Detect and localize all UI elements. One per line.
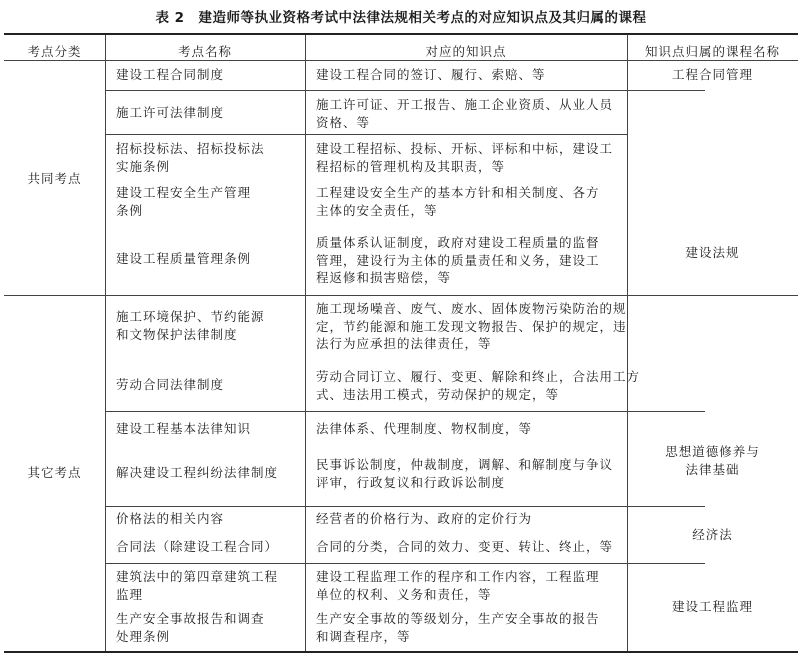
row-separator <box>105 90 705 91</box>
course-morality-law: 思想道德修养与 法律基础 <box>665 444 760 477</box>
header-name: 考点名称 <box>177 44 232 59</box>
table-row-name: 建设工程质量管理条例 <box>116 251 252 266</box>
col-divider-3 <box>627 35 628 651</box>
table-row-name: 建设工程合同制度 <box>116 67 225 82</box>
table-title: 建造师等执业资格考试中法律法规相关考点的对应知识点及其归属的课程 <box>198 10 647 26</box>
table-row-name: 价格法的相关内容 <box>116 511 225 526</box>
table-row-name: 劳动合同法律制度 <box>116 377 225 392</box>
row-separator <box>105 134 627 135</box>
table-row-name: 施工许可法律制度 <box>116 105 225 120</box>
bottom-rule <box>4 651 798 653</box>
table-row-knowledge: 建设工程招标、投标、开标、评标和中标，建设工 程招标的管理机构及其职责，等 <box>316 141 614 174</box>
table-row-knowledge: 建设工程监理工作的程序和工作内容，工程监理 单位的权利、义务和责任，等 <box>316 569 600 602</box>
table-row-knowledge: 合同的分类，合同的效力、变更、转让、终止，等 <box>316 539 614 554</box>
header-course: 知识点归属的课程名称 <box>644 44 780 59</box>
table-row-knowledge: 劳动合同订立、履行、变更、解除和终止，合法用工方 式、违法用工模式，劳动保护的规定，等 <box>316 369 641 402</box>
table-row-knowledge: 施工现场噪音、废气、废水、固体废物污染防治的规 定，节约能源和施工发现文物报告、保护的规定，违 法行为应承担的法律责任，等 <box>316 301 627 351</box>
table-row-knowledge: 经营者的价格行为、政府的定价行为 <box>316 511 533 526</box>
table-row-name: 合同法（除建设工程合同） <box>116 539 279 554</box>
header-rule <box>4 60 798 61</box>
table-row-name: 建筑法中的第四章建筑工程 监理 <box>116 569 279 602</box>
col-divider-1 <box>105 35 106 651</box>
table-row-name: 解决建设工程纠纷法律制度 <box>116 465 279 480</box>
row-separator <box>105 411 705 412</box>
col-divider-2 <box>305 35 306 651</box>
table-row-name: 招标投标法、招标投标法 实施条例 <box>116 141 265 174</box>
top-rule <box>4 33 798 35</box>
course-contract-management: 工程合同管理 <box>671 67 753 82</box>
table-row-knowledge: 质量体系认证制度，政府对建设工程质量的监督 管理，建设行为主体的质量责任和义务，建设工 程返修和损害赔偿，等 <box>316 235 600 285</box>
table-row-knowledge: 建设工程合同的签订、履行、索赔、等 <box>316 67 546 82</box>
table-row-knowledge: 施工许可证、开工报告、施工企业资质、从业人员 资格、等 <box>316 97 614 130</box>
course-supervision: 建设工程监理 <box>671 599 753 614</box>
header-category: 考点分类 <box>27 44 82 59</box>
table-number: 表 2 <box>155 10 185 26</box>
course-economic-law: 经济法 <box>692 527 733 542</box>
table-caption <box>0 6 802 26</box>
row-separator <box>105 506 705 507</box>
table-row-name: 生产安全事故报告和调查 处理条例 <box>116 611 265 644</box>
header-knowledge: 对应的知识点 <box>425 44 507 59</box>
table-row-knowledge: 法律体系、代理制度、物权制度，等 <box>316 421 533 436</box>
table-row-knowledge: 工程建设安全生产的基本方针和相关制度、各方 主体的安全责任，等 <box>316 185 600 218</box>
table-row-name: 建设工程安全生产管理 条例 <box>116 185 252 218</box>
table-row-name: 建设工程基本法律知识 <box>116 421 252 436</box>
category-other: 其它考点 <box>27 465 82 480</box>
category-common: 共同考点 <box>27 171 82 186</box>
table-row-name: 施工环境保护、节约能源 和文物保护法律制度 <box>116 309 265 342</box>
course-construction-law: 建设法规 <box>685 245 740 260</box>
table-row-knowledge: 生产安全事故的等级划分，生产安全事故的报告 和调查程序，等 <box>316 611 600 644</box>
row-separator <box>105 563 705 564</box>
row-separator <box>4 295 798 296</box>
table-row-knowledge: 民事诉讼制度，仲裁制度，调解、和解制度与争议 评审，行政复议和行政诉讼制度 <box>316 457 614 490</box>
